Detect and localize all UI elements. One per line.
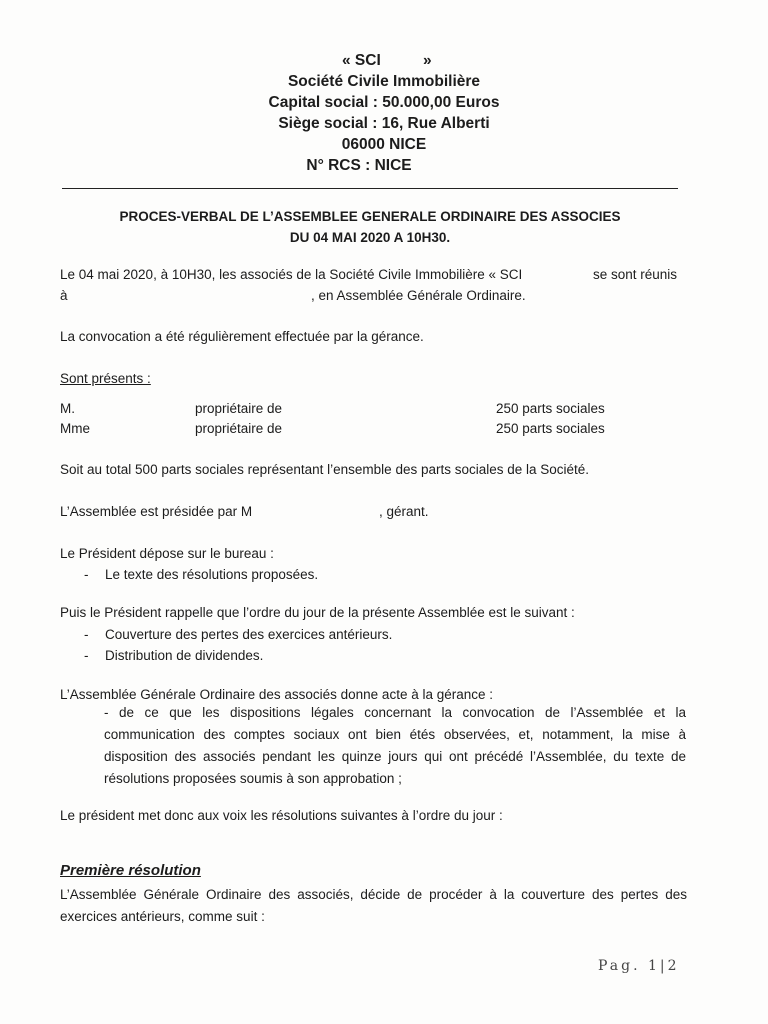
page-number: Pag. 1|2: [598, 958, 680, 974]
header-divider: [62, 188, 678, 189]
sci-name-close: »: [423, 52, 432, 69]
acte-paragraph: - de ce que les dispositions légales concernant la convocation de l’Assemblée et la communication des comptes sociaux ont bien étés observées, et, notamment, la mise à disposition des associés pendant les quinze jours qui ont précédé l’Assemblée, du texte de résolutions proposées soumis à son approbation ;: [104, 705, 686, 786]
intro-line2-start: à: [60, 288, 68, 303]
depose-intro: Le Président dépose sur le bureau :: [60, 546, 274, 561]
intro-line1: Le 04 mai 2020, à 10H30, les associés de la Société Civile Immobilière « SCI: [60, 267, 523, 282]
sci-name-open: « SCI: [342, 52, 381, 69]
intro-line2-end: , en Assemblée Générale Ordinaire.: [311, 288, 526, 303]
document-title-line1: PROCES-VERBAL DE L’ASSEMBLEE GENERALE ORDINAIRE DES ASSOCIES: [119, 209, 621, 224]
total-parts-text: Soit au total 500 parts sociales représentant l’ensemble des parts sociales de la Société.: [60, 462, 590, 477]
associate-parts: 250 parts sociales: [496, 421, 605, 436]
bullet-dash: -: [84, 567, 89, 582]
vote-text: Le président met donc aux voix les résolutions suivantes à l’ordre du jour :: [60, 808, 503, 823]
associate-role: propriétaire de: [195, 401, 283, 416]
ordre-item: Distribution de dividendes.: [105, 648, 264, 663]
rcs-number: N° RCS : NICE: [306, 157, 412, 174]
city: 06000 NICE: [341, 136, 427, 153]
ordre-intro: Puis le Président rappelle que l’ordre du jour de la présente Assemblée est le suivant :: [60, 605, 575, 620]
document-title-line2: DU 04 MAI 2020 A 10H30.: [289, 230, 451, 245]
bullet-dash: -: [84, 648, 89, 663]
acte-intro: L’Assemblée Générale Ordinaire des associés donne acte à la gérance :: [60, 687, 494, 702]
company-type: Société Civile Immobilière: [287, 73, 481, 90]
siege-social: Siège social : 16, Rue Alberti: [278, 115, 490, 132]
associate-title: Mme: [60, 421, 90, 436]
convocation-text: La convocation a été régulièrement effectuée par la gérance.: [60, 329, 424, 344]
associate-parts: 250 parts sociales: [496, 401, 605, 416]
intro-line1-end: se sont réunis: [593, 267, 678, 282]
associate-role: propriétaire de: [195, 421, 283, 436]
presidence-text-end: , gérant.: [379, 504, 429, 519]
resolution-title: Première résolution: [60, 862, 201, 879]
depose-item: Le texte des résolutions proposées.: [105, 567, 319, 582]
resolution-text: L’Assemblée Générale Ordinaire des associés, décide de procéder à la couverture des pertes des exercices antérieurs, comme suit :: [60, 887, 687, 924]
presidence-text: L’Assemblée est présidée par M: [60, 504, 253, 519]
bullet-dash: -: [84, 627, 89, 642]
associate-title: M.: [60, 401, 75, 416]
capital-social: Capital social : 50.000,00 Euros: [268, 94, 500, 111]
presents-heading: Sont présents :: [60, 371, 151, 386]
ordre-item: Couverture des pertes des exercices antérieurs.: [105, 627, 393, 642]
